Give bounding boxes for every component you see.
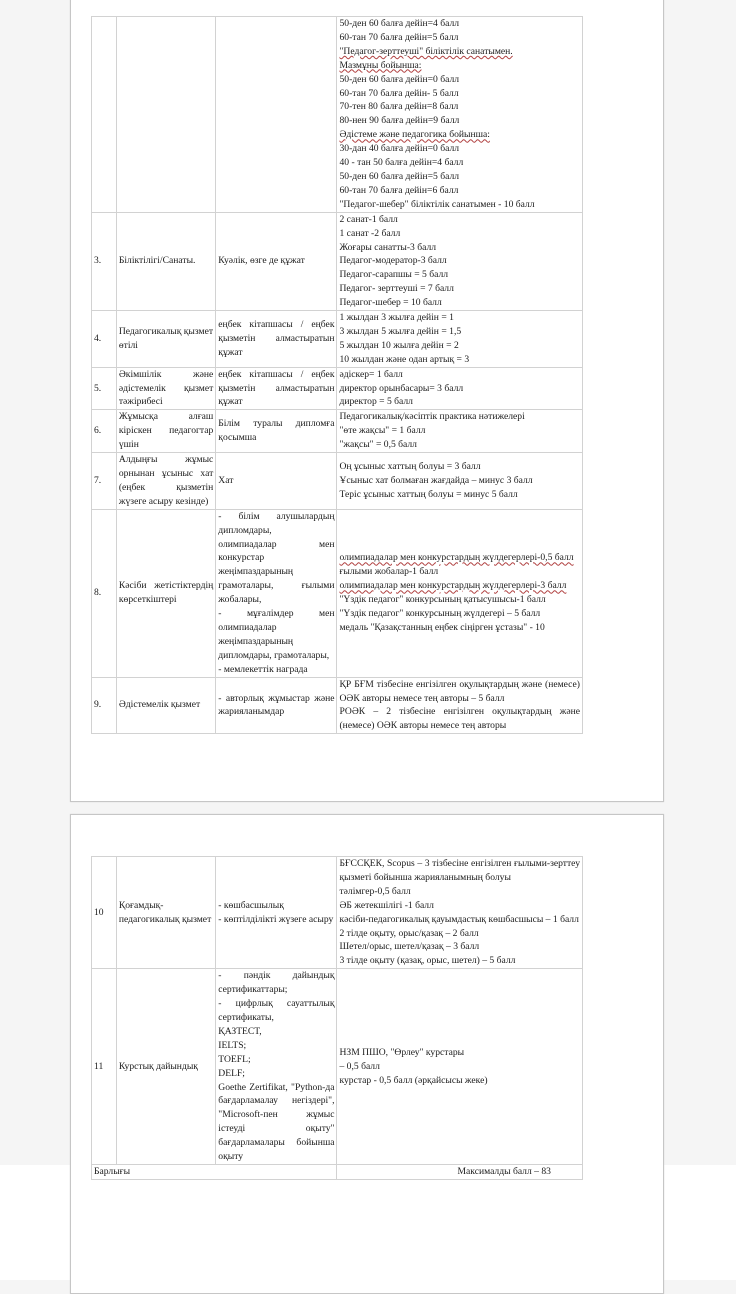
score-line: Ұсыныс хат болмаған жағдайда – минус 3 балл [339, 474, 533, 486]
doc-line: - мемлекеттік награда [218, 663, 308, 675]
table-row [92, 509, 583, 677]
criterion-name: Біліктілігі/Санаты. [116, 212, 215, 310]
score-line: – 0,5 балл [339, 1060, 380, 1072]
table-row [92, 969, 583, 1165]
doc-line: IELTS; [218, 1039, 247, 1051]
score-line: 3 тілде оқыту (қазақ, орыс, шетел) – 5 балл [339, 955, 516, 967]
score-line: ҚР БҒМ тізбесіне енгізілген оқулықтардың және (немесе) ОӘК авторы немесе тең авторы – 5 балл [339, 678, 580, 704]
score-line: "Үздік педагог" конкурсының қатысушысы-1 балл [339, 594, 546, 606]
criterion-name [116, 17, 215, 213]
score-line: "Педагог-шебер" біліктілік санатымен - 10 балл [339, 198, 535, 210]
score-line: олимпиадалар мен конкурстардың жүлдегерлері-0,5 балл [339, 552, 574, 564]
doc-line: - пәндік дайындық сертификаттары; [218, 970, 335, 996]
criterion-name: Педагогикалық қызмет өтілі [116, 311, 215, 368]
score-cell [337, 453, 583, 510]
table-row [92, 212, 583, 310]
score-cell [337, 410, 583, 453]
row-number: 5. [92, 367, 117, 410]
score-line: тәлімгер-0,5 балл [339, 885, 411, 897]
row-number: 4. [92, 311, 117, 368]
table-row [92, 367, 583, 410]
score-line: 2 санат-1 балл [339, 213, 398, 225]
doc-line: - цифрлық сауаттылық сертификаты, [218, 998, 335, 1023]
document-type: Куәлік, өзге де құжат [216, 212, 337, 310]
criterion-name: Кәсіби жетістіктердің көрсеткіштері [116, 509, 215, 677]
document-type: Хат [216, 453, 337, 510]
doc-line: - көшбасшылық [218, 899, 284, 911]
table-row [92, 857, 583, 969]
document-type [216, 509, 337, 677]
score-line: Теріс ұсыныс хаттың болуы = минус 5 балл [339, 488, 518, 500]
table-row [92, 311, 583, 368]
score-line: директор = 5 балл [339, 396, 413, 408]
doc-line: - көптілділікті жүзеге асыру [218, 913, 334, 925]
row-number: 7. [92, 453, 117, 510]
score-cell [337, 212, 583, 310]
score-line: НЗМ ПШО, "Өрлеу" курстары [339, 1046, 465, 1058]
table-row [92, 410, 583, 453]
row-number [92, 17, 117, 213]
row-number: 10 [92, 857, 117, 969]
score-cell [337, 367, 583, 410]
row-number: 11 [92, 969, 117, 1165]
score-line: 60-тан 70 балға дейін=5 балл [339, 31, 459, 43]
criterion-name: Курстық дайындық [116, 969, 215, 1165]
score-line: директор орынбасары= 3 балл [339, 382, 464, 394]
score-line: Педагог-сарапшы = 5 балл [339, 269, 449, 281]
score-cell [337, 677, 583, 734]
score-line: 5 жылдан 10 жылға дейін = 2 [339, 339, 459, 351]
doc-line: олимпиадалар мен конкурстар жеңімпаздарының грамоталары, ғылыми жобалары, [218, 538, 335, 606]
score-line: Жоғары санатты-3 балл [339, 241, 437, 253]
score-line: олимпиадалар мен конкурстардың жүлдегерлері-3 балл [339, 580, 567, 592]
score-line: 10 жылдан және одан артық = 3 [339, 353, 470, 365]
document-type: Білім туралы дипломға қосымша [216, 410, 337, 453]
score-line: курстар - 0,5 балл (әрқайсысы жеке) [339, 1074, 488, 1086]
score-line: ғылыми жобалар-1 балл [339, 566, 439, 578]
score-line: 60-тан 70 балға дейін- 5 балл [339, 87, 459, 99]
doc-line: - мұғалімдер мен олимпиадалар жеңімпаздарының дипломдары, грамоталары, [218, 608, 335, 661]
score-line: 1 жылдан 3 жылға дейін = 1 [339, 312, 454, 324]
score-cell [337, 17, 583, 213]
row-number: 3. [92, 212, 117, 310]
doc-line: TOEFL; [218, 1053, 251, 1065]
criteria-table-page-1 [91, 16, 583, 734]
criterion-name: Әдістемелік қызмет [116, 677, 215, 734]
score-line: "жақсы" = 0,5 балл [339, 439, 417, 451]
score-line: Оң ұсыныс хаттың болуы = 3 балл [339, 461, 481, 473]
criterion-name: Әкімшілік және әдістемелік қызмет тәжірибесі [116, 367, 215, 410]
score-line: 50-ден 60 балға дейін=0 балл [339, 73, 460, 85]
score-line: 30-дан 40 балға дейін=0 балл [339, 143, 460, 155]
document-type [216, 969, 337, 1165]
total-row [92, 1164, 583, 1179]
row-number: 8. [92, 509, 117, 677]
score-line: Мазмұны бойынша: [339, 59, 422, 71]
score-cell [337, 857, 583, 969]
total-label: Барлығы [92, 1164, 337, 1179]
score-line: әдіскер= 1 балл [339, 368, 403, 380]
score-line: Әдістеме және педагогика бойынша: [339, 129, 490, 141]
score-line: Педагогикалық/кәсіптік практика нәтижелері [339, 411, 525, 423]
doc-line: Goethe Zertifikat, "Python-да бағдарламалау негіздері", "Microsoft-пен жұмыс істеуді оқыту" бағдарламалары бойынша оқыту [218, 1081, 335, 1163]
document-type [216, 857, 337, 969]
criterion-name: Қоғамдық-педагогикалық қызмет [116, 857, 215, 969]
document-type: - авторлық жұмыстар және жарияланымдар [216, 677, 337, 734]
score-line: Педагог- зерттеуші = 7 балл [339, 283, 454, 295]
score-line: 3 жылдан 5 жылға дейін = 1,5 [339, 325, 462, 337]
table-row [92, 677, 583, 734]
total-value: Максималды балл – 83 [337, 1164, 583, 1179]
score-cell [337, 509, 583, 677]
document-type [216, 17, 337, 213]
score-line: 1 санат -2 балл [339, 227, 401, 239]
row-number: 6. [92, 410, 117, 453]
score-line: "Педагог-зерттеуші" біліктілік санатымен. [339, 45, 513, 57]
score-line: медаль "Қазақстанның еңбек сіңірген ұстазы" - 10 [339, 621, 545, 633]
score-line: Педагог-шебер = 10 балл [339, 297, 442, 309]
score-cell [337, 969, 583, 1165]
score-line: БҒССҚЕК, Scopus – 3 тізбесіне енгізілген ғылыми-зерттеу қызметі бойынша жарияланымның болуы [339, 858, 580, 883]
score-line: 50-ден 60 балға дейін=5 балл [339, 170, 460, 182]
doc-line: - білім алушылардың дипломдары, [218, 510, 335, 536]
score-line: Педагог-модератор-3 балл [339, 255, 447, 267]
score-line: кәсіби-педагогикалық қауымдастық көшбасшысы – 1 балл [339, 913, 579, 925]
doc-line: ҚАЗТЕСТ, [218, 1025, 262, 1037]
score-line: 70-тен 80 балға дейін=8 балл [339, 101, 459, 113]
score-line: РОӘК – 2 тізбесіне енгізілген оқулықтардың және (немесе) ОӘК авторы немесе тең авторы [339, 706, 580, 732]
criteria-table-page-2 [91, 856, 583, 1180]
score-line: "өте жақсы" = 1 балл [339, 425, 426, 437]
score-line: 80-нен 90 балға дейін=9 балл [339, 115, 460, 127]
document-type: еңбек кітапшасы / еңбек қызметін алмастыратын құжат [216, 367, 337, 410]
table-row [92, 17, 583, 213]
document-type: еңбек кітапшасы / еңбек қызметін алмастыратын құжат [216, 311, 337, 368]
score-line: 60-тан 70 балға дейін=6 балл [339, 184, 459, 196]
score-line: 2 тілде оқыту, орыс/қазақ – 2 балл [339, 927, 479, 939]
row-number: 9. [92, 677, 117, 734]
criterion-name: Алдыңғы жұмыс орнынан ұсыныс хат (еңбек қызметін жүзеге асыру кезінде) [116, 453, 215, 510]
score-line: 40 - тан 50 балға дейін=4 балл [339, 157, 464, 169]
criterion-name: Жұмысқа алғаш кіріскен педагогтар үшін [116, 410, 215, 453]
doc-line: DELF; [218, 1067, 245, 1079]
score-line: "Үздік педагог" конкурсының жүлдегері – 5 балл [339, 608, 541, 620]
score-line: 50-ден 60 балға дейін=4 балл [339, 18, 460, 29]
score-cell [337, 311, 583, 368]
score-line: Шетел/орыс, шетел/қазақ – 3 балл [339, 941, 480, 953]
table-row [92, 453, 583, 510]
score-line: ӘБ жетекшілігі -1 балл [339, 899, 434, 911]
